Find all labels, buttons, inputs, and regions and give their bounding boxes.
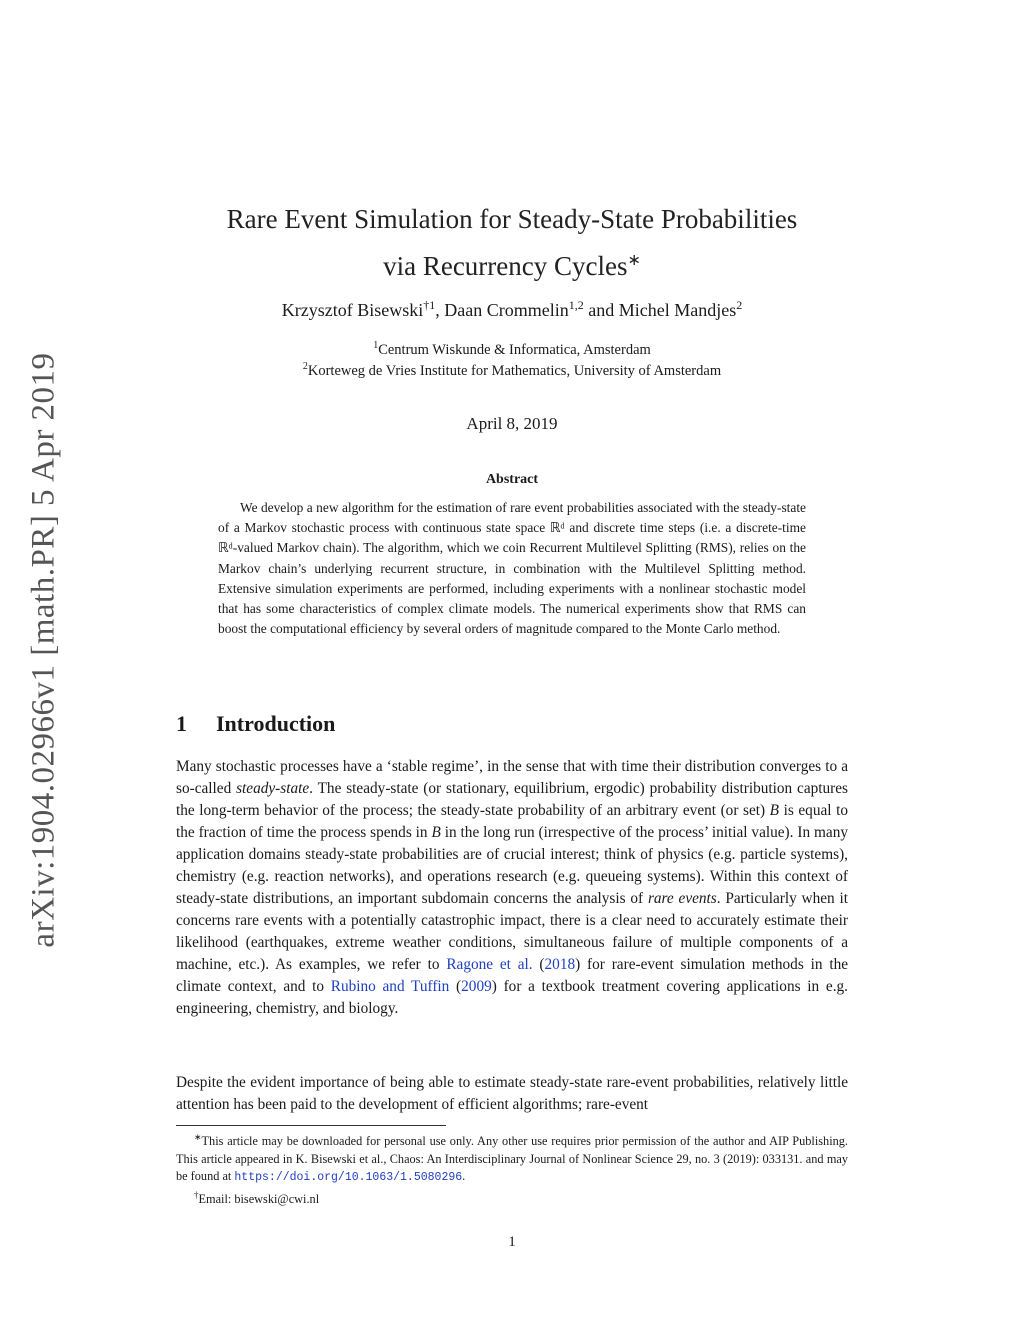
- citation-year-link[interactable]: 2009: [461, 978, 492, 995]
- page-number: 1: [508, 1234, 516, 1250]
- footnote-text: This article may be downloaded for personal use only. Any other use requires prior permission of the author and AIP Publishing. This article appeared in K. Bisewski et al., Chaos: An Interdisciplinary Journal of Nonlinear Science 29, no. 3 (2019): 033131. and may be found at: [176, 1134, 848, 1184]
- text-run: (: [449, 978, 462, 995]
- affiliation-text: Korteweg de Vries Institute for Mathematics, University of Amsterdam: [307, 362, 722, 379]
- text-run: .: [462, 1169, 466, 1184]
- title-footnote-mark: ∗: [627, 252, 641, 269]
- section-title: Introduction: [216, 711, 336, 736]
- footnote-1: [176, 1129, 848, 1187]
- text-run: for a textbook treatment covering applications in e.g. engineering, chemistry, and biology.: [176, 978, 848, 1017]
- author-list: [176, 298, 848, 321]
- text-run: . The steady-state (or stationary, equilibrium, ergodic) probability distribution captures the long-term behavior of the process; the steady-state probability of an arbitrary event (or set): [176, 780, 849, 819]
- emphasis: rare events: [647, 890, 717, 907]
- text-run: . Particularly when it concerns rare events with a potentially catastrophic impact, there is a clear need to accurately estimate their likelihood (earthquakes, extreme weather conditions, simultaneous failure of multiple components of a machine, etc.). As examples, we refer to: [176, 890, 848, 973]
- author-affiliation-mark: 1,2: [568, 298, 584, 312]
- author-name: Michel Mandjes: [618, 300, 737, 320]
- abstract-body: We develop a new algorithm for the estimation of rare event probabilities associated with the steady-state of a Markov stochastic process with continuous state space ℝᵈ and discrete time steps (i.e. a discrete-time ℝᵈ-valued Markov chain). The algorithm, which we coin Recurrent Multilevel Splitting (RMS), relies on the Markov chain’s underlying recurrent structure, in combination with the Multilevel Splitting method. Extensive simulation experiments are performed, including experiments with a nonlinear stochastic model that has some characteristics of complex climate models. The numerical experiments show that RMS can boost the computational efficiency by several orders of magnitude compared to the Monte Carlo method.: [218, 500, 806, 637]
- arxiv-identifier: arXiv:1904.02966v1 [math.PR] 5 Apr 2019: [25, 352, 62, 948]
- affiliation-mark: 2: [302, 361, 308, 372]
- text-run: Many stochastic processes have a ‘stable regime’, in the sense that with time their distribution converges to a so-called: [176, 758, 848, 797]
- title-line-2: [176, 240, 848, 287]
- author-affiliation-mark: †1: [423, 298, 436, 312]
- abstract-heading: Abstract: [485, 472, 539, 487]
- section-heading: [176, 711, 335, 737]
- publication-date: April 8, 2019: [466, 414, 558, 433]
- text-run: is equal to the fraction of time the process spends in: [176, 802, 848, 841]
- title-line-1: Rare Event Simulation for Steady-State Probabilities: [226, 204, 798, 234]
- math-variable: B: [769, 802, 780, 819]
- doi-link[interactable]: https://doi.org/10.1063/1.5080296: [234, 1171, 463, 1185]
- footnote-text: Email: bisewski@cwi.nl: [198, 1191, 320, 1206]
- text-run: for rare-event simulation methods in the climate context, and to: [176, 956, 849, 995]
- paper-title: [176, 198, 848, 287]
- footnote-divider: [176, 1125, 446, 1126]
- citation-link[interactable]: Rubino and Tuffin: [330, 978, 450, 995]
- citation-year-link[interactable]: 2018: [544, 956, 576, 973]
- author-separator: and: [583, 300, 619, 320]
- footnotes: [176, 1129, 848, 1208]
- citation-link[interactable]: Ragone et al.: [446, 956, 533, 973]
- footnote-2: [176, 1187, 848, 1209]
- affiliation-mark: 1: [373, 340, 379, 351]
- arxiv-sidebar: [14, 340, 74, 960]
- author-name: Krzysztof Bisewski: [281, 300, 424, 320]
- text-run: in the long run (irrespective of the process’ initial value). In many application domains steady-state probabilities are of crucial interest; think of physics (e.g. particle systems), chemistry (e.g. reaction networks), and operations research (e.g. queueing systems). Within this context of steady-state distributions, an important subdomain concerns the analysis of: [176, 824, 848, 907]
- affiliation-1: [176, 340, 848, 359]
- footnote-mark: †: [194, 1189, 199, 1200]
- text-run: (: [532, 956, 545, 973]
- author-name: Daan Crommelin: [444, 300, 569, 320]
- emphasis: steady-state: [236, 780, 310, 797]
- intro-paragraph-2: Despite the evident importance of being able to estimate steady-state rare-event probabilities, relatively little attention has been paid to the development of efficient algorithms; rare-event: [176, 1074, 848, 1113]
- math-variable: B: [431, 824, 441, 841]
- title-line-2-text: via Recurrency Cycles: [383, 251, 628, 281]
- text-run: ): [575, 956, 581, 973]
- author-affiliation-mark: 2: [736, 298, 743, 312]
- footnote-mark: ∗: [194, 1132, 202, 1142]
- intro-paragraph-1: [176, 756, 848, 1020]
- text-run: ): [491, 978, 497, 995]
- affiliation-2: [176, 361, 848, 380]
- affiliation-text: Centrum Wiskunde & Informatica, Amsterdam: [378, 341, 651, 358]
- author-separator: ,: [435, 300, 445, 320]
- section-number: 1: [176, 711, 187, 736]
